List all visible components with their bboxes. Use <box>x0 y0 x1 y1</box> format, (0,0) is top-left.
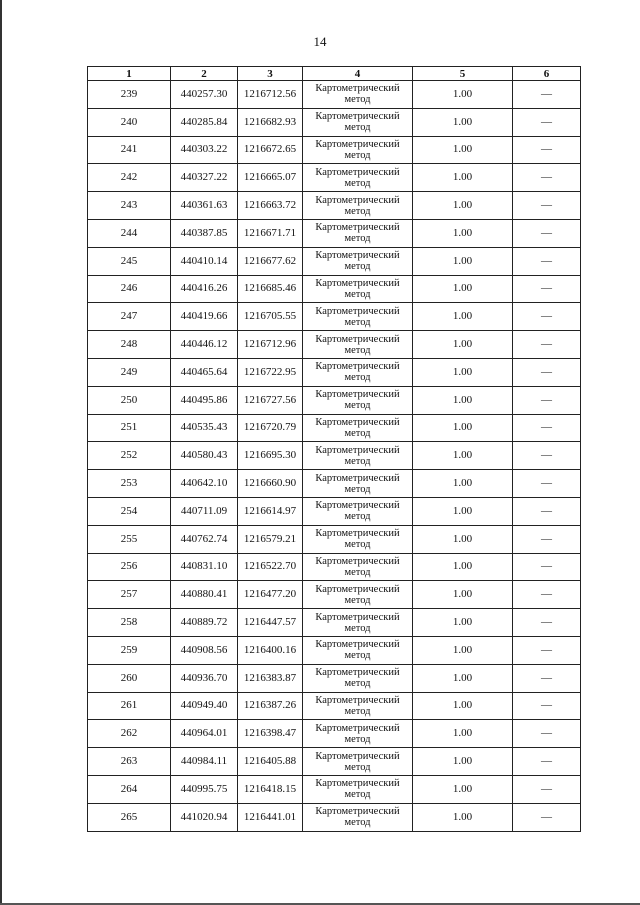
method-line-1: Картометрический <box>315 528 400 540</box>
y-coordinate-cell: 1216522.70 <box>238 553 303 581</box>
table-header <box>88 67 581 81</box>
method-line-1: Картометрический <box>315 166 400 178</box>
method-cell <box>303 553 413 581</box>
point-number-cell: 242 <box>88 164 171 192</box>
y-coordinate-cell: 1216398.47 <box>238 720 303 748</box>
table-row <box>88 692 581 720</box>
method-cell <box>303 775 413 803</box>
method-cell <box>303 108 413 136</box>
x-coordinate-cell: 440964.01 <box>171 720 238 748</box>
method-line-2: метод <box>344 122 371 134</box>
method-line-1: Картометрический <box>315 83 400 95</box>
point-number-cell: 246 <box>88 275 171 303</box>
table-body <box>88 81 581 832</box>
method-line-1: Картометрический <box>315 555 400 567</box>
point-number-cell: 258 <box>88 609 171 637</box>
table-row <box>88 442 581 470</box>
note-cell: — <box>513 581 581 609</box>
method-line-2: метод <box>344 149 371 161</box>
y-coordinate-cell: 1216720.79 <box>238 414 303 442</box>
method-cell <box>303 247 413 275</box>
method-line-1: Картометрический <box>315 472 400 484</box>
method-line-1: Картометрический <box>315 806 400 818</box>
table-row <box>88 775 581 803</box>
table-row <box>88 136 581 164</box>
x-coordinate-cell: 441020.94 <box>171 803 238 831</box>
x-coordinate-cell: 440762.74 <box>171 525 238 553</box>
method-line-2: метод <box>344 372 371 384</box>
method-line-1: Картометрический <box>315 500 400 512</box>
table-row <box>88 386 581 414</box>
table-row <box>88 609 581 637</box>
y-coordinate-cell: 1216672.65 <box>238 136 303 164</box>
table-row <box>88 275 581 303</box>
accuracy-cell: 1.00 <box>413 748 513 776</box>
method-line-1: Картометрический <box>315 694 400 706</box>
method-cell <box>303 192 413 220</box>
accuracy-cell: 1.00 <box>413 497 513 525</box>
method-line-1: Картометрический <box>315 639 400 651</box>
method-line-1: Картометрический <box>315 416 400 428</box>
y-coordinate-cell: 1216660.90 <box>238 470 303 498</box>
accuracy-cell: 1.00 <box>413 275 513 303</box>
method-line-1: Картометрический <box>315 277 400 289</box>
method-line-2: метод <box>344 705 371 717</box>
y-coordinate-cell: 1216677.62 <box>238 247 303 275</box>
page-number: 14 <box>313 34 327 49</box>
y-coordinate-cell: 1216722.95 <box>238 358 303 386</box>
x-coordinate-cell: 440949.40 <box>171 692 238 720</box>
point-number-cell: 241 <box>88 136 171 164</box>
note-cell: — <box>513 414 581 442</box>
method-line-2: метод <box>344 288 371 300</box>
method-line-2: метод <box>344 400 371 412</box>
method-line-2: метод <box>344 622 371 634</box>
x-coordinate-cell: 440257.30 <box>171 81 238 109</box>
point-number-cell: 257 <box>88 581 171 609</box>
method-line-2: метод <box>344 483 371 495</box>
method-line-1: Картометрический <box>315 583 400 595</box>
method-line-1: Картометрический <box>315 111 400 123</box>
y-coordinate-cell: 1216695.30 <box>238 442 303 470</box>
table-row <box>88 192 581 220</box>
method-line-2: метод <box>344 316 371 328</box>
header-col-5: 5 <box>413 67 513 81</box>
method-line-1: Картометрический <box>315 389 400 401</box>
method-line-2: метод <box>344 94 371 106</box>
y-coordinate-cell: 1216671.71 <box>238 219 303 247</box>
point-number-cell: 240 <box>88 108 171 136</box>
x-coordinate-cell: 440711.09 <box>171 497 238 525</box>
method-cell <box>303 470 413 498</box>
method-cell <box>303 386 413 414</box>
point-number-cell: 248 <box>88 331 171 359</box>
table-row <box>88 720 581 748</box>
x-coordinate-cell: 440446.12 <box>171 331 238 359</box>
method-line-1: Картометрический <box>315 333 400 345</box>
x-coordinate-cell: 440416.26 <box>171 275 238 303</box>
y-coordinate-cell: 1216663.72 <box>238 192 303 220</box>
method-cell <box>303 581 413 609</box>
x-coordinate-cell: 440361.63 <box>171 192 238 220</box>
x-coordinate-cell: 440936.70 <box>171 664 238 692</box>
x-coordinate-cell: 440327.22 <box>171 164 238 192</box>
table-row <box>88 803 581 831</box>
accuracy-cell: 1.00 <box>413 192 513 220</box>
note-cell: — <box>513 164 581 192</box>
note-cell: — <box>513 636 581 664</box>
method-line-2: метод <box>344 594 371 606</box>
method-line-1: Картометрический <box>315 194 400 206</box>
y-coordinate-cell: 1216727.56 <box>238 386 303 414</box>
y-coordinate-cell: 1216579.21 <box>238 525 303 553</box>
method-line-2: метод <box>344 205 371 217</box>
note-cell: — <box>513 358 581 386</box>
method-line-2: метод <box>344 511 371 523</box>
table-row <box>88 553 581 581</box>
method-line-1: Картометрический <box>315 778 400 790</box>
method-cell <box>303 414 413 442</box>
accuracy-cell: 1.00 <box>413 303 513 331</box>
x-coordinate-cell: 440535.43 <box>171 414 238 442</box>
method-line-2: метод <box>344 817 371 829</box>
note-cell: — <box>513 609 581 637</box>
method-line-1: Картометрический <box>315 305 400 317</box>
accuracy-cell: 1.00 <box>413 247 513 275</box>
accuracy-cell: 1.00 <box>413 219 513 247</box>
method-line-2: метод <box>344 566 371 578</box>
note-cell: — <box>513 108 581 136</box>
x-coordinate-cell: 440580.43 <box>171 442 238 470</box>
table-row <box>88 497 581 525</box>
note-cell: — <box>513 219 581 247</box>
point-number-cell: 239 <box>88 81 171 109</box>
note-cell: — <box>513 775 581 803</box>
accuracy-cell: 1.00 <box>413 470 513 498</box>
method-line-2: метод <box>344 733 371 745</box>
accuracy-cell: 1.00 <box>413 525 513 553</box>
note-cell: — <box>513 275 581 303</box>
accuracy-cell: 1.00 <box>413 775 513 803</box>
method-cell <box>303 803 413 831</box>
table-row <box>88 470 581 498</box>
y-coordinate-cell: 1216477.20 <box>238 581 303 609</box>
point-number-cell: 264 <box>88 775 171 803</box>
point-number-cell: 262 <box>88 720 171 748</box>
method-line-1: Картометрический <box>315 750 400 762</box>
method-line-2: метод <box>344 233 371 245</box>
y-coordinate-cell: 1216441.01 <box>238 803 303 831</box>
table-row <box>88 358 581 386</box>
method-line-1: Картометрический <box>315 222 400 234</box>
method-line-1: Картометрический <box>315 611 400 623</box>
x-coordinate-cell: 440419.66 <box>171 303 238 331</box>
method-cell <box>303 136 413 164</box>
method-cell <box>303 331 413 359</box>
accuracy-cell: 1.00 <box>413 553 513 581</box>
accuracy-cell: 1.00 <box>413 636 513 664</box>
point-number-cell: 251 <box>88 414 171 442</box>
y-coordinate-cell: 1216405.88 <box>238 748 303 776</box>
method-cell <box>303 358 413 386</box>
method-line-2: метод <box>344 789 371 801</box>
y-coordinate-cell: 1216685.46 <box>238 275 303 303</box>
y-coordinate-cell: 1216387.26 <box>238 692 303 720</box>
method-cell <box>303 720 413 748</box>
accuracy-cell: 1.00 <box>413 664 513 692</box>
method-line-2: метод <box>344 650 371 662</box>
table-row <box>88 331 581 359</box>
note-cell: — <box>513 386 581 414</box>
point-number-cell: 243 <box>88 192 171 220</box>
x-coordinate-cell: 440495.86 <box>171 386 238 414</box>
x-coordinate-cell: 440995.75 <box>171 775 238 803</box>
method-line-2: метод <box>344 539 371 551</box>
point-number-cell: 245 <box>88 247 171 275</box>
point-number-cell: 250 <box>88 386 171 414</box>
method-cell <box>303 692 413 720</box>
method-line-1: Картометрический <box>315 138 400 150</box>
point-number-cell: 254 <box>88 497 171 525</box>
y-coordinate-cell: 1216712.96 <box>238 331 303 359</box>
x-coordinate-cell: 440880.41 <box>171 581 238 609</box>
note-cell: — <box>513 470 581 498</box>
x-coordinate-cell: 440889.72 <box>171 609 238 637</box>
method-line-2: метод <box>344 678 371 690</box>
note-cell: — <box>513 81 581 109</box>
accuracy-cell: 1.00 <box>413 442 513 470</box>
method-cell <box>303 275 413 303</box>
note-cell: — <box>513 247 581 275</box>
y-coordinate-cell: 1216705.55 <box>238 303 303 331</box>
header-col-1: 1 <box>88 67 171 81</box>
table-row <box>88 108 581 136</box>
header-col-4: 4 <box>303 67 413 81</box>
point-number-cell: 252 <box>88 442 171 470</box>
header-col-3: 3 <box>238 67 303 81</box>
method-line-2: метод <box>344 761 371 773</box>
x-coordinate-cell: 440465.64 <box>171 358 238 386</box>
note-cell: — <box>513 720 581 748</box>
y-coordinate-cell: 1216682.93 <box>238 108 303 136</box>
note-cell: — <box>513 553 581 581</box>
accuracy-cell: 1.00 <box>413 609 513 637</box>
x-coordinate-cell: 440908.56 <box>171 636 238 664</box>
header-row <box>88 67 581 81</box>
accuracy-cell: 1.00 <box>413 386 513 414</box>
method-cell <box>303 525 413 553</box>
table-row <box>88 81 581 109</box>
x-coordinate-cell: 440410.14 <box>171 247 238 275</box>
x-coordinate-cell: 440984.11 <box>171 748 238 776</box>
point-number-cell: 244 <box>88 219 171 247</box>
table-row <box>88 748 581 776</box>
method-cell <box>303 303 413 331</box>
y-coordinate-cell: 1216383.87 <box>238 664 303 692</box>
x-coordinate-cell: 440387.85 <box>171 219 238 247</box>
table-row <box>88 303 581 331</box>
method-line-1: Картометрический <box>315 361 400 373</box>
y-coordinate-cell: 1216665.07 <box>238 164 303 192</box>
method-cell <box>303 748 413 776</box>
y-coordinate-cell: 1216447.57 <box>238 609 303 637</box>
table-row <box>88 525 581 553</box>
note-cell: — <box>513 303 581 331</box>
scan-border-left <box>0 0 2 905</box>
method-cell <box>303 609 413 637</box>
point-number-cell: 261 <box>88 692 171 720</box>
method-line-2: метод <box>344 344 371 356</box>
point-number-cell: 249 <box>88 358 171 386</box>
x-coordinate-cell: 440285.84 <box>171 108 238 136</box>
method-line-2: метод <box>344 177 371 189</box>
point-number-cell: 256 <box>88 553 171 581</box>
table-row <box>88 636 581 664</box>
table-row <box>88 219 581 247</box>
method-cell <box>303 219 413 247</box>
method-line-1: Картометрический <box>315 250 400 262</box>
accuracy-cell: 1.00 <box>413 136 513 164</box>
table-row <box>88 414 581 442</box>
header-col-6: 6 <box>513 67 581 81</box>
note-cell: — <box>513 331 581 359</box>
method-cell <box>303 164 413 192</box>
method-cell <box>303 497 413 525</box>
accuracy-cell: 1.00 <box>413 81 513 109</box>
note-cell: — <box>513 525 581 553</box>
accuracy-cell: 1.00 <box>413 108 513 136</box>
method-line-1: Картометрический <box>315 722 400 734</box>
note-cell: — <box>513 803 581 831</box>
method-cell <box>303 636 413 664</box>
accuracy-cell: 1.00 <box>413 803 513 831</box>
accuracy-cell: 1.00 <box>413 164 513 192</box>
x-coordinate-cell: 440831.10 <box>171 553 238 581</box>
method-line-2: метод <box>344 455 371 467</box>
table-row <box>88 247 581 275</box>
table-row <box>88 581 581 609</box>
y-coordinate-cell: 1216614.97 <box>238 497 303 525</box>
method-line-2: метод <box>344 427 371 439</box>
method-line-2: метод <box>344 261 371 273</box>
point-number-cell: 259 <box>88 636 171 664</box>
y-coordinate-cell: 1216418.15 <box>238 775 303 803</box>
point-number-cell: 260 <box>88 664 171 692</box>
method-cell <box>303 81 413 109</box>
point-number-cell: 247 <box>88 303 171 331</box>
note-cell: — <box>513 664 581 692</box>
x-coordinate-cell: 440303.22 <box>171 136 238 164</box>
method-line-1: Картометрический <box>315 444 400 456</box>
accuracy-cell: 1.00 <box>413 331 513 359</box>
table-row <box>88 164 581 192</box>
method-line-1: Картометрический <box>315 667 400 679</box>
y-coordinate-cell: 1216712.56 <box>238 81 303 109</box>
y-coordinate-cell: 1216400.16 <box>238 636 303 664</box>
note-cell: — <box>513 692 581 720</box>
point-number-cell: 255 <box>88 525 171 553</box>
x-coordinate-cell: 440642.10 <box>171 470 238 498</box>
header-col-2: 2 <box>171 67 238 81</box>
note-cell: — <box>513 442 581 470</box>
accuracy-cell: 1.00 <box>413 581 513 609</box>
method-cell <box>303 442 413 470</box>
accuracy-cell: 1.00 <box>413 358 513 386</box>
note-cell: — <box>513 136 581 164</box>
note-cell: — <box>513 497 581 525</box>
point-number-cell: 253 <box>88 470 171 498</box>
point-number-cell: 265 <box>88 803 171 831</box>
coordinates-table <box>87 66 581 832</box>
method-cell <box>303 664 413 692</box>
table-row <box>88 664 581 692</box>
note-cell: — <box>513 748 581 776</box>
accuracy-cell: 1.00 <box>413 414 513 442</box>
note-cell: — <box>513 192 581 220</box>
accuracy-cell: 1.00 <box>413 692 513 720</box>
point-number-cell: 263 <box>88 748 171 776</box>
accuracy-cell: 1.00 <box>413 720 513 748</box>
